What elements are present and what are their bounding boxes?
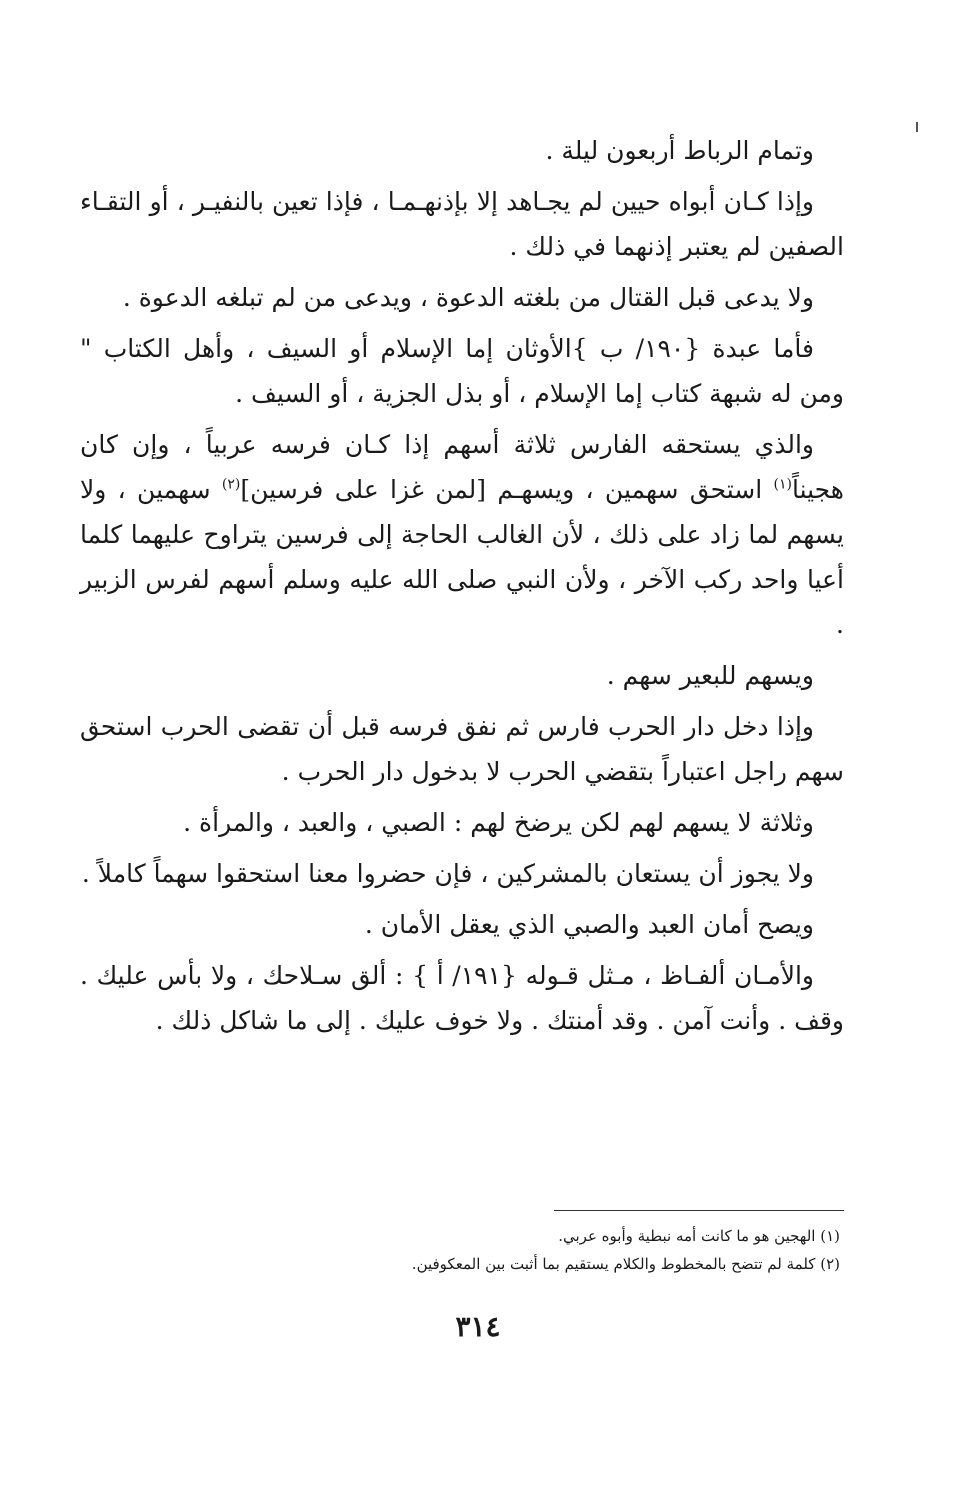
paragraph-horseman-shares [80,422,844,647]
main-text [80,128,844,1049]
paragraph-idol-worshippers: فأما عبدة {١٩٠/ ب }الأوثان إما الإسلام أو السيف ، وأهل الكتاب " ومن له شبهة كتاب إما الإسلام ، أو بذل الجزية ، أو السيف . [80,334,844,408]
paragraph-safe-conduct: ويصح أمان العبد والصبي الذي يعقل الأمان . [364,910,814,939]
paragraph-parents: وإذا كـان أبواه حيين لم يجـاهد إلا بإذنهـمـا ، فإذا تعين بالنفيـر ، أو التقـاء الصفين لم يعتبر إذنهما في ذلك . [80,187,844,261]
paragraph-dead-horse: وإذا دخل دار الحرب فارس ثم نفق فرسه قبل أن تقضى الحرب استحق سهم راجل اعتباراً بتقضي الحرب لا بدخول دار الحرب . [80,712,844,786]
footnote-2: (٢) كلمة لم تتضح بالمخطوط والكلام يستقيم بما أثبت بين المعكوفين. [411,1255,840,1273]
paragraph-invitation: ولا يدعى قبل القتال من بلغته الدعوة ، ويدعى من لم تبلغه الدعوة . [122,283,814,312]
footnote-ref-2: (٢) [221,476,241,493]
paragraph-camel: ويسهم للبعير سهم . [606,661,814,690]
paragraph-polytheists: ولا يجوز أن يستعان بالمشركين ، فإن حضروا معنا استحقوا سهماً كاملاً . [81,859,814,888]
page-number: ٣١٤ [455,1310,501,1343]
paragraph-ribat: وتمام الرباط أربعون ليلة . [545,136,814,165]
paragraph-aman-words: والأمـان ألفـاظ ، مـثل قـوله {١٩١/ أ } : ألق سـلاحك ، ولا بأس عليك . وقف . وأنت آمن . وقد أمنتك . ولا خوف عليك . إلى ما شاكل ذلك . [80,961,844,1035]
footnote-ref-1: (١) [773,476,792,493]
paragraph-horseman-text-a: والذي يستحقه الفارس ثلاثة أسهم إذا كـان فرسه عربياً ، وإن كان هجيناً [80,430,844,504]
margin-mark [916,122,918,132]
paragraph-horseman-text-c: سهمين ، ولا يسهم لما زاد على ذلك ، لأن الغالب الحاجة إلى فرسين يتراوح عليهما كلما أعيا واحد ركب الآخر ، ولأن النبي صلى الله عليه وسلم أسهم لفرس الزبير . [80,475,844,639]
footnote-divider [554,1210,844,1211]
paragraph-horseman-text-b: استحق سهمين ، ويسهـم [لمن غزا على فرسين] [240,475,774,504]
paragraph-three-no-share: وثلاثة لا يسهم لهم لكن يرضخ لهم : الصبي ، والعبد ، والمرأة . [183,808,814,837]
footnote-1: (١) الهجين هو ما كانت أمه نبطية وأبوه عربي. [558,1227,840,1245]
footnotes [80,1222,840,1278]
